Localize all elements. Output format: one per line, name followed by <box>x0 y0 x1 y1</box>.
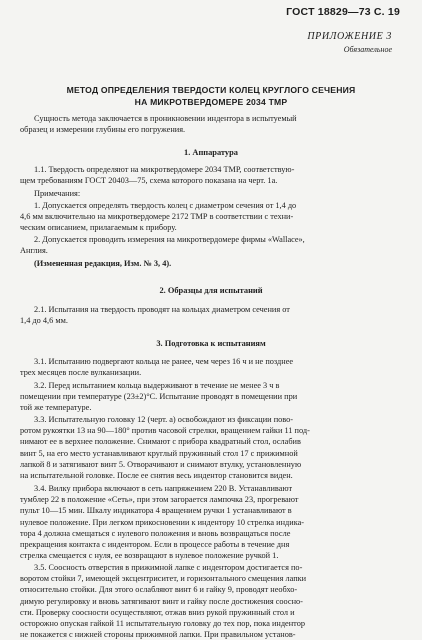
title-line: МЕТОД ОПРЕДЕЛЕНИЯ ТВЕРДОСТИ КОЛЕЦ КРУГЛОГО СЕЧЕНИЯ <box>66 85 356 95</box>
standard-code: ГОСТ 18829—73 С. 19 <box>286 6 400 18</box>
text-line: пульт 10—15 мин. Шкалу индикатора 4 вращением ручки 1 устанавливают в <box>20 506 292 516</box>
edition-note <box>20 258 400 269</box>
text-line: осторожно опуская гайкой 11 испытательную головку до тех пор, пока индентор <box>20 619 305 629</box>
text-line: тумблер 22 в положение «Сеть», при этом загорается лампочка 23, прогревают <box>20 495 299 505</box>
text-line: тора 4 должна смещаться с нулевого положения и вновь возвращаться после <box>20 528 291 538</box>
note-1 <box>20 200 400 234</box>
text-line: Примечания: <box>34 189 81 198</box>
text-line: димую регулировку и вновь затягивают винт и гайку после достижения соосно- <box>20 596 303 606</box>
text-line: 3.1. Испытанию подвергают кольца не ранее, чем через 16 ч и не позднее <box>34 357 294 366</box>
text-line: нимают ее в верхнее положение. Снимают с прибора квадратный стол, ослабив <box>20 437 301 447</box>
text-line: 2. Допускается проводить измерения на микротвердомере фирмы «Wallace», <box>34 235 305 244</box>
intro-paragraph <box>20 113 400 135</box>
text-line: ческим описанием, прилагаемым к прибору. <box>20 223 177 233</box>
text-line: Сущность метода заключается в проникновении индентора в испытуемый <box>34 114 297 123</box>
text-line: 3.4. Вилку прибора включают в сеть напряжением 220 В. Устанавливают <box>34 484 293 493</box>
text-line: 1.1. Твердость определяют на микротвердомере 2034 ТМР, соответствую- <box>34 165 295 174</box>
paragraph-3-3 <box>20 414 400 481</box>
text-line: прекращения контакта с индентором. Если в процессе работы в течение дня <box>20 540 290 550</box>
title-line: НА МИКРОТВЕРДОМЕРЕ 2034 ТМР <box>134 97 288 107</box>
text-line: 3.3. Испытательную головку 12 (черт. а) освобождают из фиксации пово- <box>34 415 294 424</box>
text-line: 1,4 до 4,6 мм. <box>20 316 68 326</box>
text-line: 4,6 мм включительно на микротвердомере 2172 ТМР в соответствии с техни- <box>20 212 294 222</box>
text-line: 2.1. Испытания на твердость проводят на кольцах диаметром сечения от <box>34 305 290 314</box>
text-line: той же температуре. <box>20 403 92 413</box>
mandatory-label: Обязательное <box>343 45 392 54</box>
paragraph-3-1 <box>20 356 400 378</box>
text-line: образец и измерении глубины его погружения. <box>20 125 186 135</box>
paragraph-3-4 <box>20 483 400 561</box>
text-line: лапкой 8 и затягивают винт 5. Отворачивают и снимают втулку, установленную <box>20 459 302 469</box>
text-line: 1. Допускается определять твердость колец с диаметром сечения от 1,4 до <box>34 201 297 210</box>
appendix-label: ПРИЛОЖЕНИЕ 3 <box>307 31 392 42</box>
section-heading-2: 2. Образцы для испытаний <box>159 286 263 295</box>
text-line: воротом стойки 7, имеющей эксцентриситет, и горизонтального смещения лапки <box>20 574 307 584</box>
section-heading-3: 3. Подготовка к испытаниям <box>156 339 266 348</box>
text-line: 3.5. Соосность отверстия в прижимной лапке с индентором достигается по- <box>34 563 303 572</box>
text-line: винт 5, на его место устанавливают круглый пружинный стол 17 с прижимной <box>20 448 298 458</box>
text-line: стрелка смещается с нуля, ее возвращают в нулевое положение ручкой 1. <box>20 551 279 561</box>
text-line: не покажется с нижней стороны прижимной лапки. При правильном установ- <box>20 630 296 640</box>
text-line: трех месяцев после вулканизации. <box>20 368 142 378</box>
text-line: 3.2. Перед испытанием кольца выдерживают в течение не менее 3 ч в <box>34 381 280 390</box>
text-line: щем требованиям ГОСТ 20403—75, схема которого показана на черт. 1а. <box>20 176 278 186</box>
text-line: относительно стойки. Для этого ослабляют винт 6 и гайку 9, проводят необхо- <box>20 585 298 595</box>
section-heading-1: 1. Аппаратура <box>184 148 238 157</box>
paragraph-1-1 <box>20 164 400 186</box>
notes-heading <box>20 188 400 199</box>
text-line: нулевое положение. При легком прикосновении к индентору 10 стрелка индика- <box>20 517 305 527</box>
text-line: помещении при температуре (23±2)°С. Испытание проводят в помещении при <box>20 392 298 402</box>
text-line: Англия. <box>20 246 48 256</box>
paragraph-3-2 <box>20 380 400 414</box>
text-line: сти. Проверку соосности осуществляют, отжав вниз рукой пружинный стол и <box>20 607 295 617</box>
text-line: ротом рукоятки 13 на 90—180° против часовой стрелки, вращением гайки 11 под- <box>20 426 310 436</box>
text-line: (Измененная редакция, Изм. № 3, 4). <box>34 259 172 268</box>
paragraph-3-5 <box>20 562 400 640</box>
document-title <box>24 84 398 108</box>
paragraph-2-1 <box>20 304 400 326</box>
text-line: на испытательной головке. После ее снятия весь индентор становится виден. <box>20 471 293 481</box>
note-2 <box>20 234 400 256</box>
